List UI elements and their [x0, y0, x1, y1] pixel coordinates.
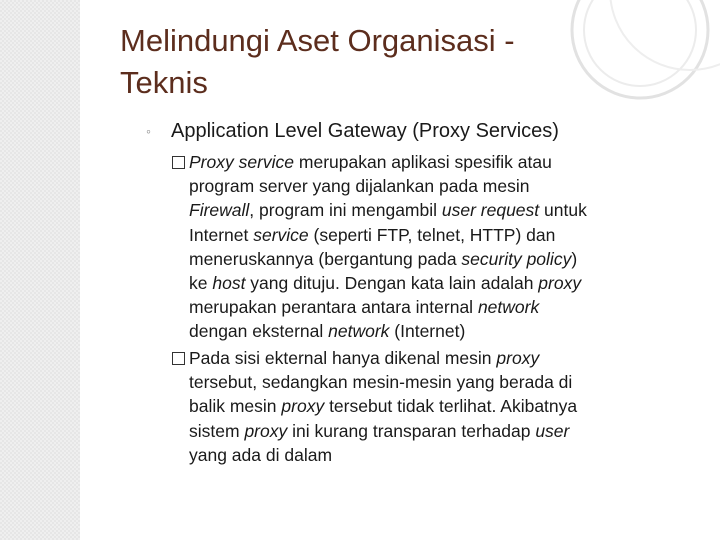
paragraph-line [189, 370, 692, 394]
text-run: program server yang dijalankan pada mesin [189, 176, 530, 197]
italic-term: proxy [496, 348, 540, 368]
sub-bullet-paragraph [189, 346, 692, 467]
missing-glyph-bullet-icon [172, 352, 185, 365]
paragraph-line [189, 419, 692, 443]
text-run: (seperti FTP, telnet, HTTP) dan [308, 224, 556, 245]
text-run: dengan eksternal [189, 321, 329, 342]
sub-bullet-paragraph [189, 150, 692, 344]
text-run: balik mesin [189, 396, 282, 417]
italic-term: network [477, 297, 540, 318]
slide-title-line: Teknis [120, 65, 208, 100]
slide-title-line: Melindungi Aset Organisasi - [120, 23, 515, 58]
bullet-text: Application Level Gateway (Proxy Services) [171, 120, 559, 142]
italic-term: Firewall [189, 200, 250, 221]
italic-term: security policy [461, 248, 572, 269]
text-run: yang dituju. Dengan kata lain adalah [245, 273, 539, 294]
paragraph-line [189, 223, 692, 247]
text-run: Pada sisi ekternal hanya dikenal mesin [189, 348, 497, 368]
italic-term: service [253, 224, 309, 245]
text-run: ini kurang transparan terhadap [287, 420, 536, 441]
paragraph-line [189, 346, 692, 370]
italic-term: user request [441, 200, 540, 221]
paragraph-line [189, 174, 692, 198]
text-run: merupakan aplikasi spesifik atau [294, 152, 552, 172]
paragraph-line [189, 198, 692, 222]
italic-term: proxy [538, 273, 582, 294]
text-run: meneruskannya (bergantung pada [189, 248, 462, 269]
italic-term: Proxy service [189, 152, 295, 172]
text-run: tersebut, sedangkan mesin-mesin yang berada di [189, 372, 573, 393]
text-run: merupakan perantara antara internal [189, 297, 478, 318]
text-run: yang ada di dalam [189, 444, 333, 465]
text-run: ke [189, 273, 213, 294]
missing-glyph-bullet-icon [172, 156, 185, 169]
paragraph-line [189, 247, 692, 271]
paragraph-line [189, 394, 692, 418]
left-decorative-band [0, 0, 80, 540]
italic-term: host [212, 273, 246, 294]
italic-term: proxy [244, 420, 288, 441]
text-run: sistem [189, 420, 245, 441]
paragraph-line [189, 150, 692, 174]
italic-term: user [535, 420, 570, 441]
slide-title [120, 20, 680, 104]
italic-term: proxy [281, 396, 325, 417]
text-run: Internet [189, 224, 254, 245]
paragraph-line [189, 271, 692, 295]
paragraph-line [189, 295, 692, 319]
sub-bullet-proxy-service [172, 150, 692, 344]
italic-term: network [328, 321, 390, 342]
text-run: ) [571, 248, 578, 269]
paragraph-line [189, 319, 692, 343]
text-run: tersebut tidak terlihat. Akibatnya [324, 396, 578, 417]
sub-bullet-external-side [172, 346, 692, 467]
paragraph-line [189, 443, 692, 467]
hollow-circle-bullet-icon: ◦ [146, 123, 151, 139]
text-run: , program ini mengambil [249, 200, 442, 221]
text-run: (Internet) [389, 321, 466, 342]
text-run: untuk [539, 200, 587, 221]
